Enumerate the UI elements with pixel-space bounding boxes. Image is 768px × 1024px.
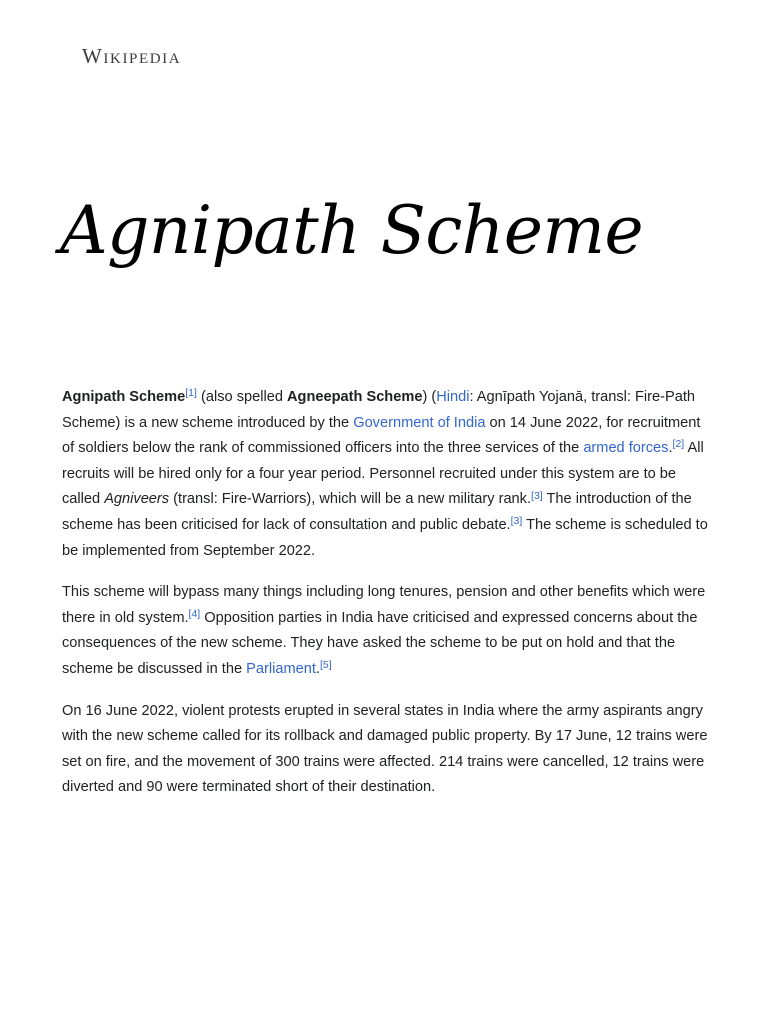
text: (transl: Fire-Warriors), which will be a new military rank. <box>169 491 532 508</box>
citation-ref[interactable] <box>185 387 197 399</box>
text: All recruits will be hired only for a four year period. Personnel recruited under this system are to be called <box>62 440 704 508</box>
citation-ref[interactable] <box>673 438 685 450</box>
bold-term: Agneepath Scheme <box>287 389 423 405</box>
citation-ref[interactable] <box>320 659 332 671</box>
citation-link[interactable]: [1] <box>185 387 197 400</box>
text: The introduction of the scheme has been criticised for lack of consultation and public debate. <box>62 491 692 533</box>
article-body <box>62 385 708 817</box>
paragraph-benefits <box>62 580 708 682</box>
text: . <box>315 660 320 677</box>
citation-link[interactable]: [4] <box>188 607 201 620</box>
citation-link[interactable]: [2] <box>672 438 685 451</box>
citation-ref[interactable] <box>189 608 201 620</box>
paragraph-intro <box>62 385 708 564</box>
text: This scheme will bypass many things including long tenures, pension and other benefits which were there in old system. <box>62 584 706 626</box>
page-title: Agnipath Scheme <box>60 192 644 269</box>
link-hindi[interactable]: Hindi <box>436 389 470 405</box>
text: on 14 June 2022, for recruitment of soldiers below the rank of commissioned officers into the three services of the <box>62 414 701 457</box>
text: Opposition parties in India have criticised and expressed concerns about the consequences of the new scheme. They have asked the scheme to be put on hold and that the scheme be discussed in the <box>62 609 698 677</box>
citation-ref[interactable] <box>511 515 523 527</box>
citation-link[interactable]: [5] <box>319 659 332 672</box>
wikipedia-wordmark[interactable]: Wikipedia <box>82 44 182 68</box>
text: . <box>668 440 673 457</box>
link-parliament[interactable]: Parliament <box>246 660 316 677</box>
italic-term: Agniveers <box>104 491 170 508</box>
link-government-of-india[interactable]: Government of India <box>353 414 486 431</box>
text: : Agnīpath Yojanā, transl: Fire-Path Scheme) is a new scheme introduced by the <box>62 389 696 431</box>
text: The scheme is scheduled to be implemented from September 2022. <box>62 516 708 559</box>
text: (also spelled <box>196 389 287 405</box>
citation-ref[interactable] <box>531 490 543 502</box>
bold-term: Agnipath Scheme <box>62 389 186 405</box>
paragraph-protests: On 16 June 2022, violent protests erupted in several states in India where the army aspirants angry with the new scheme called for its rollback and damaged public property. By 17 June, 12 trains were set on fire, and the movement of 300 trains were affected. 214 trains were cancelled, 12 trains were diverted and 90 were terminated short of their destination. <box>62 702 708 796</box>
citation-link[interactable]: [3] <box>510 515 523 528</box>
link-armed-forces[interactable]: armed forces <box>583 440 669 457</box>
text: ) ( <box>422 389 437 405</box>
citation-link[interactable]: [3] <box>531 489 543 502</box>
